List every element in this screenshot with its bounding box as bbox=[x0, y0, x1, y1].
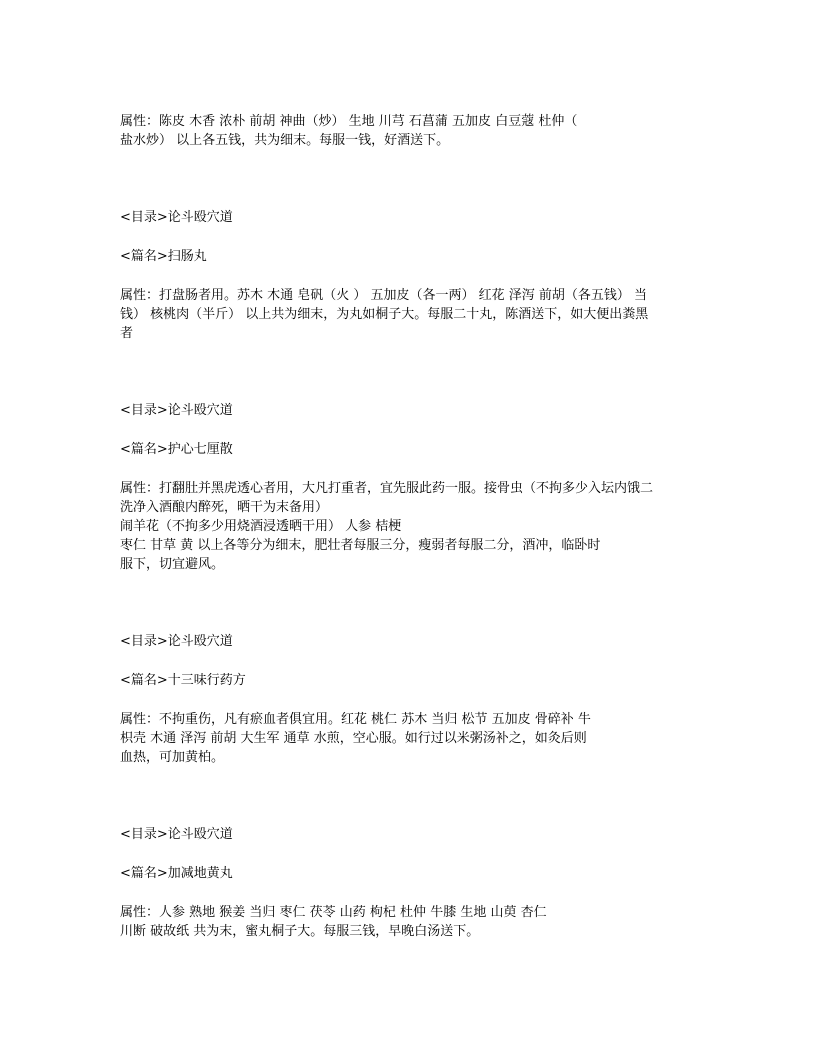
body-line: 洗净入酒酿内醉死，晒干为末备用） bbox=[120, 500, 329, 515]
body-line: 服下，切宜避风。 bbox=[120, 557, 225, 572]
catalog-heading: <目录>论斗殴穴道 bbox=[120, 210, 233, 225]
entry-shisanwei-xingyaofang bbox=[120, 632, 700, 767]
entry-body bbox=[120, 112, 700, 150]
entry-huxin-qilisan bbox=[120, 401, 700, 574]
body-line: 盐水炒） 以上各五钱，共为细末。每服一钱，好酒送下。 bbox=[120, 133, 450, 148]
entry-saochangwan bbox=[120, 208, 700, 343]
body-line: 属性：陈皮 木香 浓朴 前胡 神曲（炒） 生地 川芎 石菖蒲 五加皮 白豆蔻 杜仲（ bbox=[120, 114, 578, 129]
body-line: 枳壳 木通 泽泻 前胡 大生军 通草 水煎，空心服。如行过以米粥汤补之，如灸后则 bbox=[120, 731, 587, 746]
body-line: 川断 破故纸 共为末，蜜丸桐子大。每服三钱，早晚白汤送下。 bbox=[120, 924, 480, 939]
entry-body bbox=[120, 479, 700, 574]
body-line: 属性：人参 熟地 猴姜 当归 枣仁 茯苓 山药 枸杞 杜仲 牛膝 生地 山萸 杏仁 bbox=[120, 905, 547, 920]
body-line: 枣仁 甘草 黄 以上各等分为细末，肥壮者每服三分，瘦弱者每服二分，酒冲，临卧时 bbox=[120, 538, 601, 553]
chapter-title: <篇名>加减地黄丸 bbox=[120, 866, 233, 881]
body-line: 属性：打盘肠者用。苏木 木通 皂矾（火 ） 五加皮（各一两） 红花 泽泻 前胡（各五钱） 当 bbox=[120, 288, 648, 303]
entry-intro bbox=[120, 112, 700, 150]
body-line: 闹羊花（不拘多少用烧酒浸透晒干用） 人参 桔梗 bbox=[120, 519, 402, 534]
entry-body bbox=[120, 710, 700, 767]
catalog-heading: <目录>论斗殴穴道 bbox=[120, 403, 233, 418]
entry-body bbox=[120, 286, 700, 343]
document-page bbox=[120, 112, 700, 941]
entry-body bbox=[120, 903, 700, 941]
body-line: 者 bbox=[120, 326, 134, 341]
body-line: 血热，可加黄柏。 bbox=[120, 750, 225, 765]
body-line: 属性：打翻肚并黑虎透心者用，大凡打重者，宜先服此药一服。接骨虫（不拘多少入坛内饿二 bbox=[120, 481, 654, 496]
entry-jiajian-dihuangwan bbox=[120, 825, 700, 941]
chapter-title: <篇名>十三味行药方 bbox=[120, 673, 246, 688]
body-line: 钱） 核桃肉（半斤） 以上共为细末，为丸如桐子大。每服二十丸，陈酒送下，如大便出粪黑 bbox=[120, 307, 649, 322]
catalog-heading: <目录>论斗殴穴道 bbox=[120, 634, 233, 649]
body-line: 属性：不拘重伤，凡有瘀血者俱宜用。红花 桃仁 苏木 当归 松节 五加皮 骨碎补 牛 bbox=[120, 712, 591, 727]
catalog-heading: <目录>论斗殴穴道 bbox=[120, 827, 233, 842]
chapter-title: <篇名>护心七厘散 bbox=[120, 442, 233, 457]
chapter-title: <篇名>扫肠丸 bbox=[120, 249, 207, 264]
